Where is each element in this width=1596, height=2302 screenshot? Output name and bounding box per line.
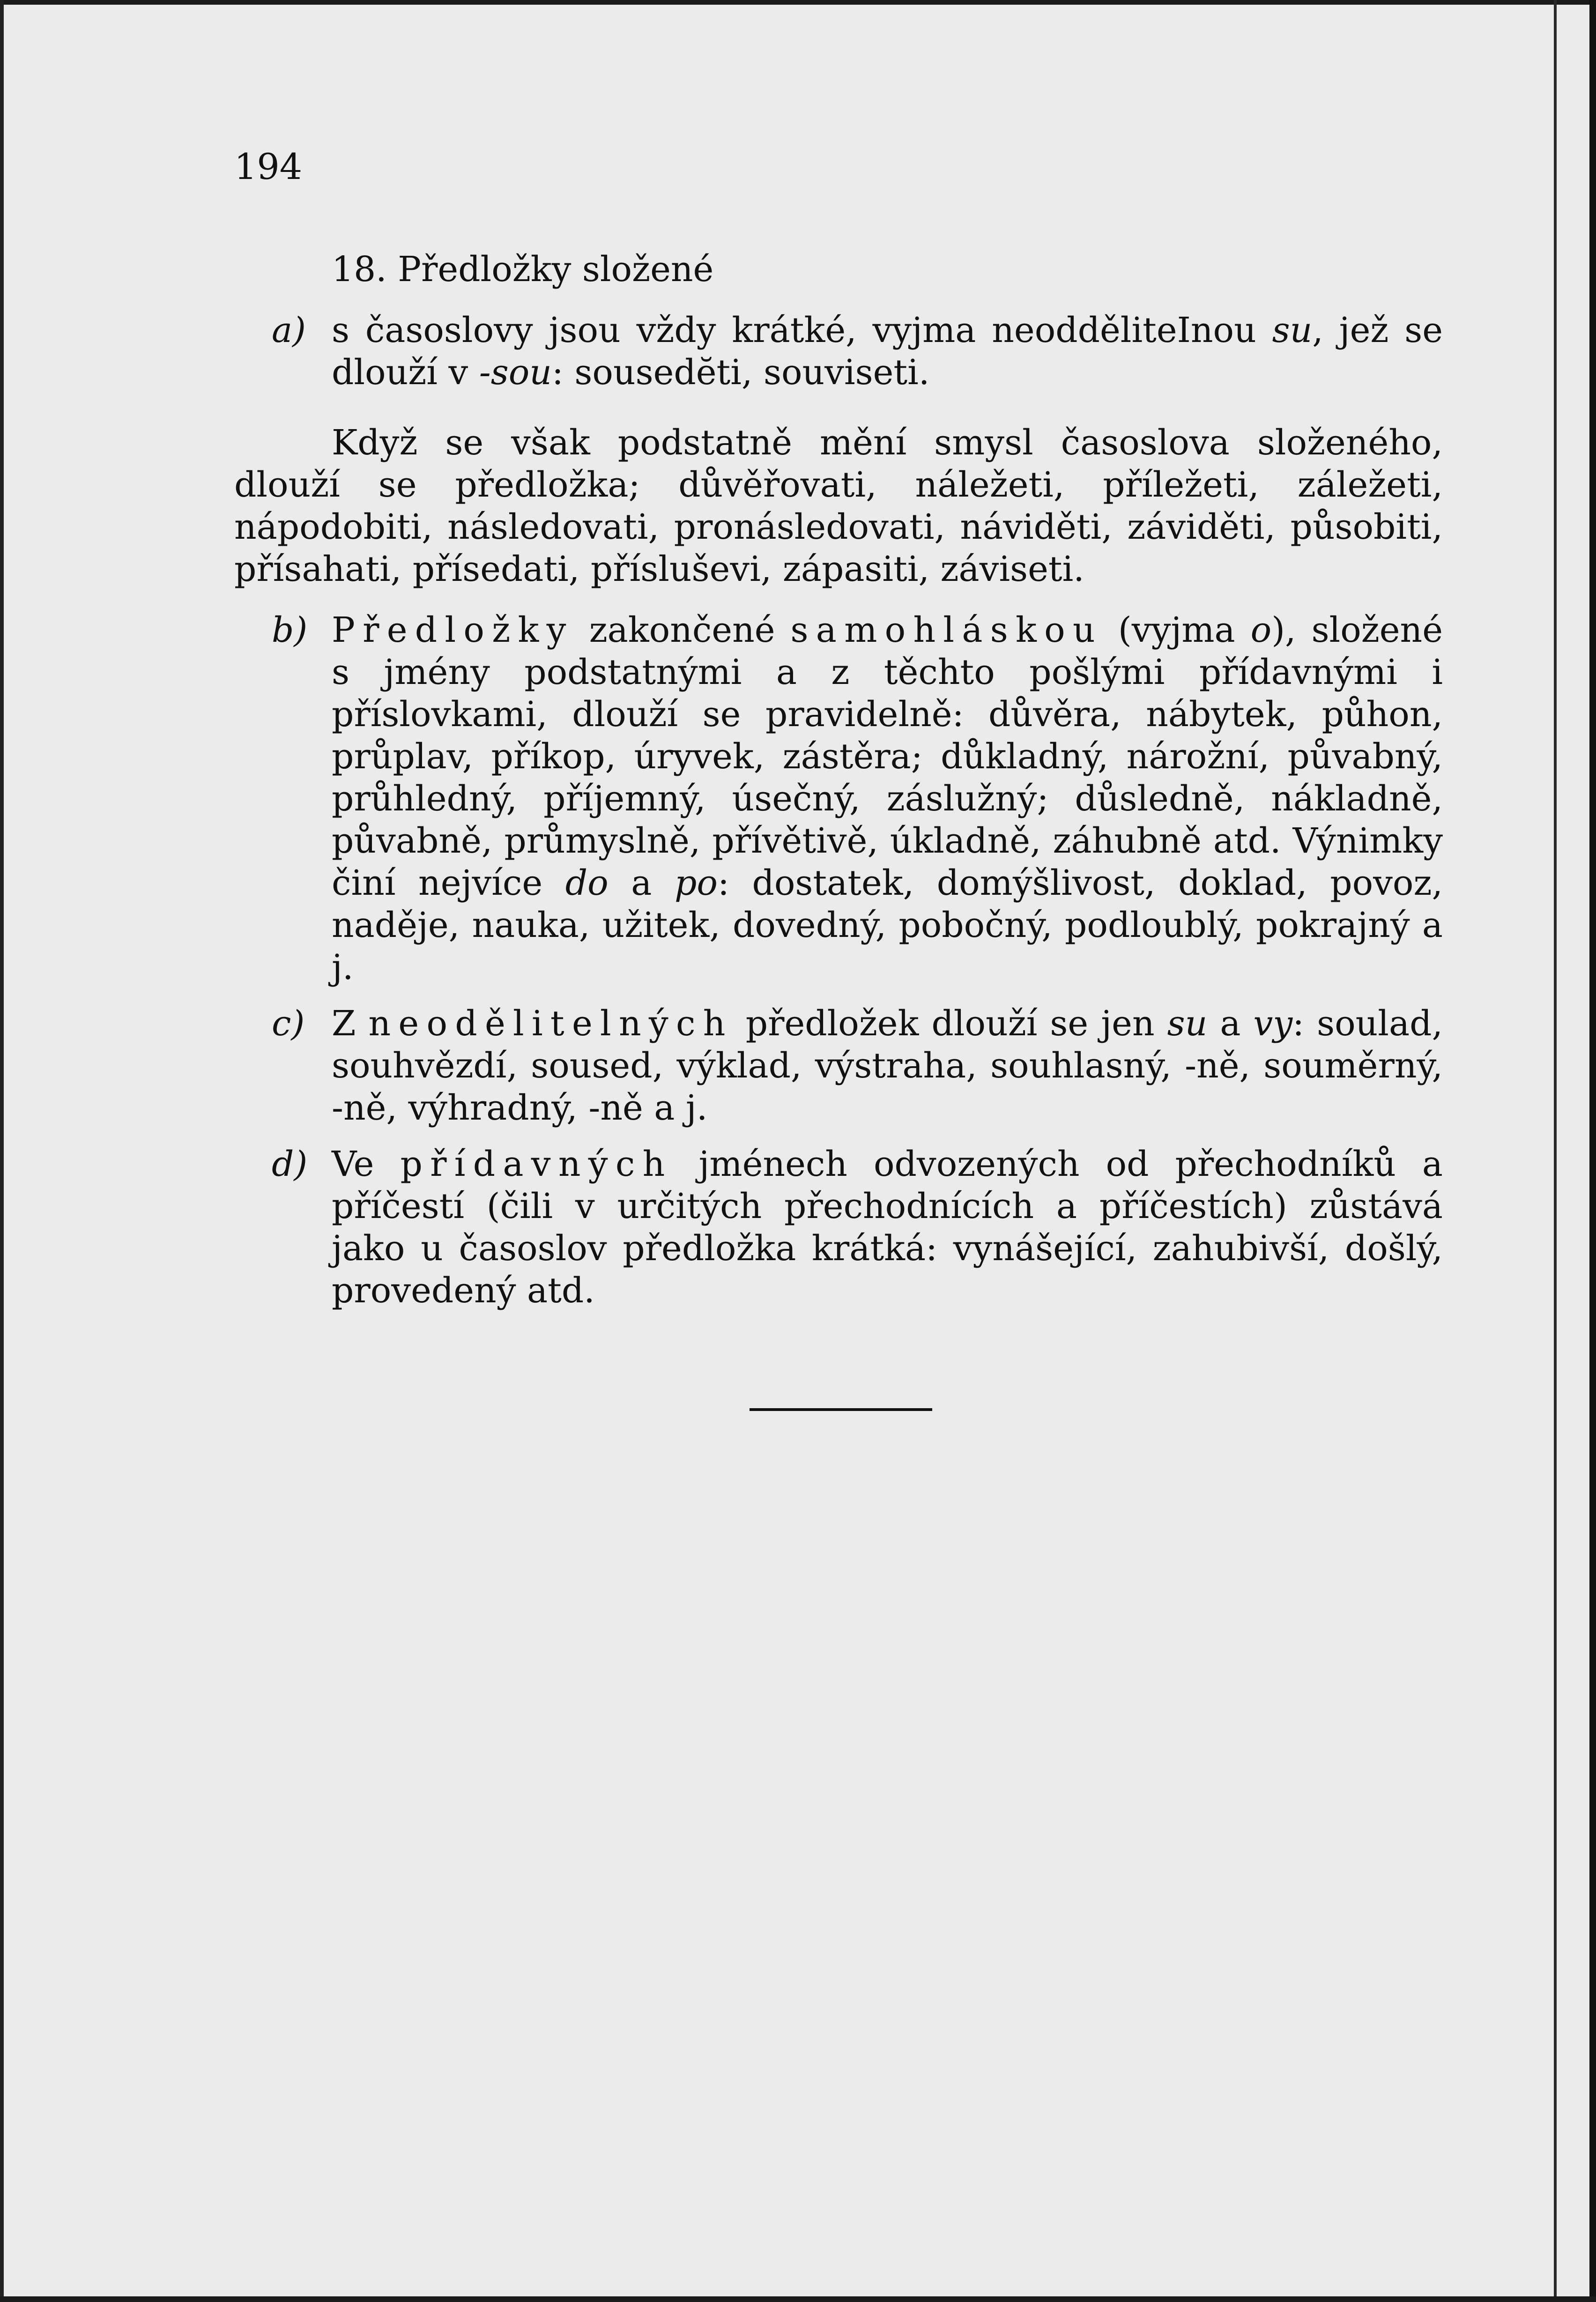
item-text: (vyjma (1102, 610, 1251, 650)
item-text: Ve (332, 1144, 401, 1184)
scan-edge-left (0, 0, 4, 2302)
paragraph-prefix-verbs: Když se však podstatně mění smysl časoslova složeného, dlouží se předložka; důvěřovati, náležeti, příležeti, záležeti, nápodobiti, následovati, pronásledovati, náviděti, záviděti, působiti, přísahati, přísedati, přísluševi, zápasiti, záviseti. (234, 423, 1443, 589)
list-item-a (234, 309, 1443, 394)
scan-edge-top (0, 0, 1596, 5)
list-item-b (234, 609, 1443, 988)
italic-term: su (1167, 1003, 1208, 1044)
list-item-c (234, 1002, 1443, 1129)
item-text: , jež se dlouží v (332, 310, 1443, 393)
item-text: a (608, 863, 675, 903)
italic-term: po (675, 863, 718, 903)
item-marker: a) (272, 310, 306, 350)
item-text: : dostatek, domýšlivost, doklad, povoz, naděje, nauka, užitek, dovedný, pobočný, podloublý, pokrajný a j. (332, 863, 1443, 988)
item-marker: b) (272, 610, 308, 650)
gutter-line (1554, 0, 1557, 2302)
item-text: s časoslovy jsou vždy krátké, vyjma neodděliteInou (332, 310, 1272, 350)
item-text: : soulad, souhvězdí, soused, výklad, výstraha, souhlasný, -ně, souměrný, -ně, výhradný, -ně a j. (332, 1003, 1443, 1128)
item-marker: c) (272, 1003, 305, 1044)
italic-term: su (1272, 310, 1313, 350)
section-title: 18. Předložky složené (332, 249, 714, 290)
item-text: jménech odvozených od přechodníků a příčestí (čili v určitých přechodnících a příčestích) zůstává jako u časoslov předložka krátká: vynášející, zahubivší, došlý, provedený atd. (332, 1144, 1443, 1311)
page-number: 194 (234, 146, 303, 187)
item-marker: d) (272, 1144, 308, 1184)
item-text: a (1207, 1003, 1254, 1044)
item-text: : sousedĕti, souviseti. (551, 352, 930, 393)
spaced-term: neodělitelných (368, 1003, 733, 1044)
chapter-end-rule (750, 1408, 932, 1411)
spaced-term: samohláskou (790, 610, 1103, 650)
spaced-term: Předložky (332, 610, 574, 650)
italic-term: do (565, 863, 609, 903)
item-text: Z (332, 1003, 369, 1044)
italic-term: -sou (479, 352, 552, 393)
item-text: zakončené (573, 610, 791, 650)
italic-term: o (1250, 610, 1272, 650)
italic-term: vy (1253, 1003, 1293, 1044)
page-content (234, 248, 1443, 1326)
item-text: předložek dlouží se jen (733, 1003, 1167, 1044)
scan-edge-right (1589, 0, 1596, 2302)
list-item-d (234, 1143, 1443, 1312)
item-text: ), složené s jmény podstatnými a z těchto pošlými přídavnými i příslovkami, dlouží se pravidelně: důvěra, nábytek, půhon, průplav, příkop, úryvek, zástěra; důkladný, nárožní, půvabný, průhledný, příjemný, úsečný, záslužný; důsledně, nákladně, půvabně, průmyslně, přívětivě, úkladně, záhubně atd. Výnimky činí nejvíce (332, 610, 1443, 903)
spaced-term: přídavných (400, 1144, 673, 1184)
scan-edge-bottom (0, 2296, 1596, 2302)
